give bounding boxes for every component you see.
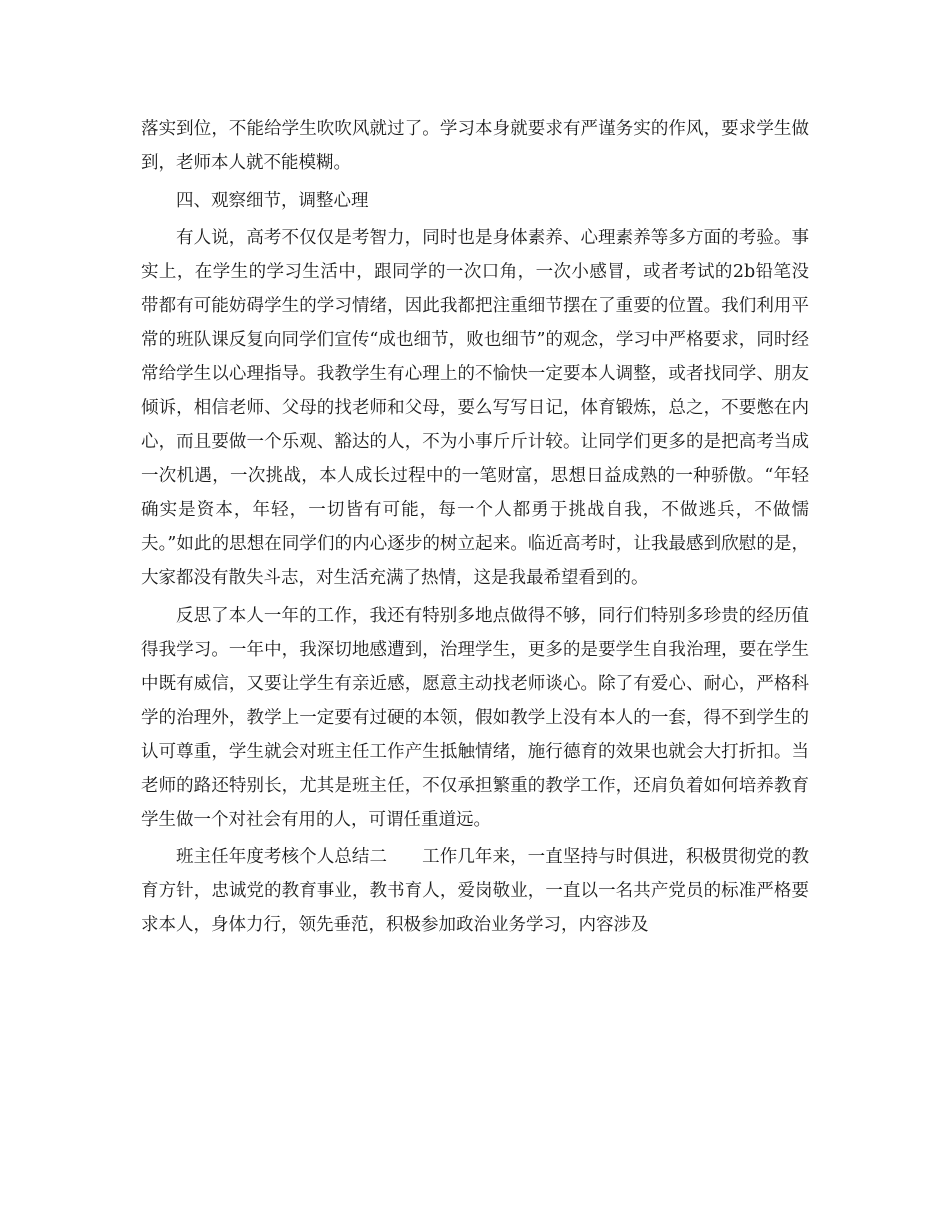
summary-two-text: 工作几年来，一直坚持与时俱进，积极贯彻党的教育方针，忠诚党的教育事业，教书育人，爱岗敬业，一直以一名共产党员的标准严格要求本人，身体力行，领先垂范，积极参加政治业务学习，内容涉及	[141, 847, 810, 936]
paragraph-summary-two	[141, 840, 809, 942]
paragraph-reflection: 反思了本人一年的工作，我还有特别多地点做得不够，同行们特别多珍贵的经历值得我学习。一年中，我深切地感遭到，治理学生，更多的是要学生自我治理，要在学生中既有威信，又要让学生有亲近感，愿意主动找老师谈心。除了有爱心、耐心，严格科学的治理外，教学上一定要有过硬的本领，假如教学上没有本人的一套，得不到学生的认可尊重，学生就会对班主任工作产生抵触情绪，施行德育的效果也就会大打折扣。当老师的路还特别长，尤其是班主任，不仅承担繁重的教学工作，还肩负着如何培养教育学生做一个对社会有用的人，可谓任重道远。	[141, 605, 809, 830]
summary-two-title: 班主任年度考核个人总结二	[176, 847, 388, 868]
paragraph-details-psychology: 有人说，高考不仅仅是考智力，同时也是身体素养、心理素养等多方面的考验。事实上，在学生的学习生活中，跟同学的一次口角，一次小感冒，或者考试的2b铅笔没带都有可能妨碍学生的学习情绪，因此我都把注重细节摆在了重要的位置。我们利用平常的班队课反复向同学们宣传“成也细节，败也细节”的观念，学习中严格要求，同时经常给学生以心理指导。我教学生有心理上的不愉快一定要本人调整，或者找同学、朋友倾诉，相信老师、父母的找老师和父母，要么写写日记，体育锻炼，总之，不要憋在内心，而且要做一个乐观、豁达的人，不为小事斤斤计较。让同学们更多的是把高考当成一次机遇，一次挑战，本人成长过程中的一笔财富，思想日益成熟的一种骄傲。“年轻确实是资本，年轻，一切皆有可能，每一个人都勇于挑战自我，不做逃兵，不做懦夫。”如此的思想在同学们的内心逐步的树立起来。临近高考时，让我最感到欣慰的是，大家都没有散失斗志，对生活充满了热情，这是我最希望看到的。	[141, 228, 809, 589]
paragraph-continuation: 落实到位，不能给学生吹吹风就过了。学习本身就要求有严谨务实的作风，要求学生做到，老师本人就不能模糊。	[141, 119, 809, 173]
section-heading: 四、观察细节，调整心理	[176, 190, 369, 211]
document-body	[141, 112, 809, 946]
